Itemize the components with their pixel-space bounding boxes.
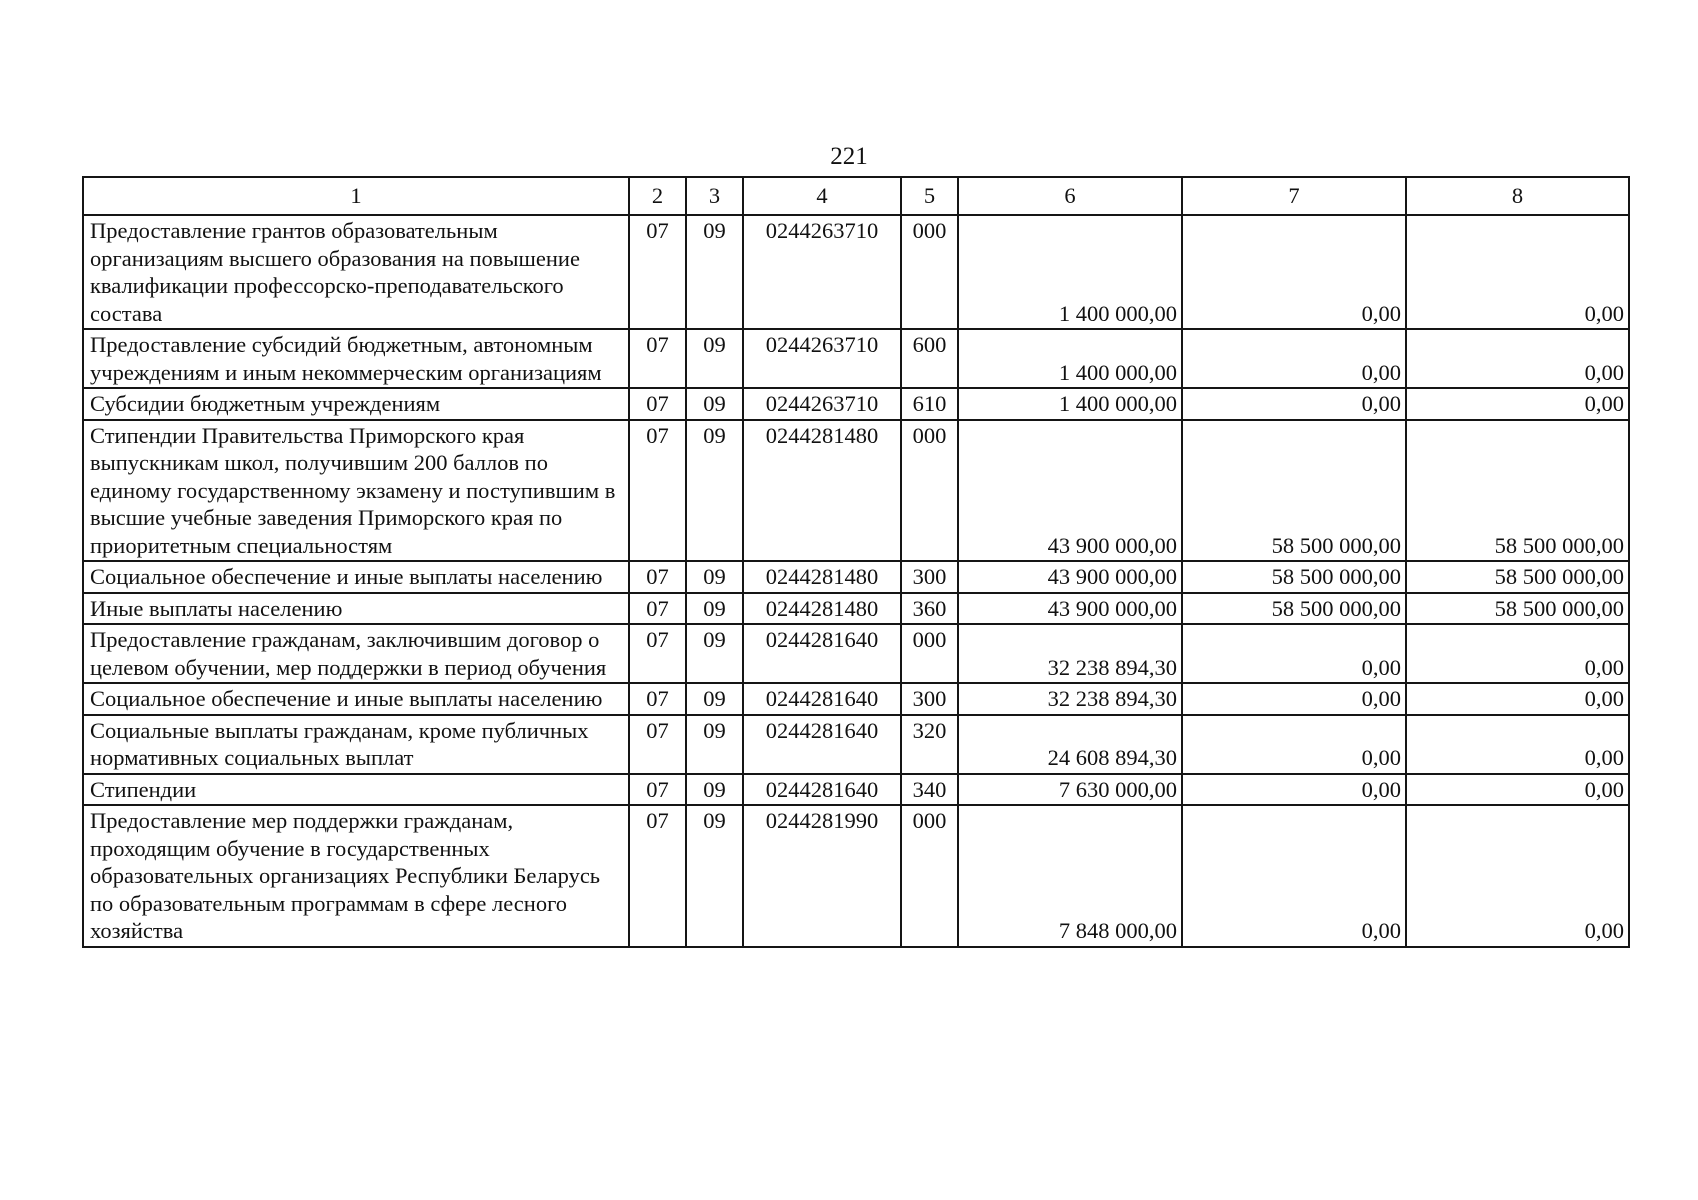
table-row — [83, 420, 1629, 562]
row-subsection: 09 — [686, 215, 743, 329]
row-expense-type: 320 — [901, 715, 958, 774]
row-amount-col7: 0,00 — [1182, 683, 1406, 715]
row-target-code: 0244281480 — [743, 593, 901, 625]
row-amount-col8: 0,00 — [1406, 683, 1629, 715]
row-subsection: 09 — [686, 329, 743, 388]
header-row — [83, 177, 1629, 215]
row-amount-col8: 58 500 000,00 — [1406, 561, 1629, 593]
row-amount-col8: 0,00 — [1406, 215, 1629, 329]
row-name: Иные выплаты населению — [83, 593, 629, 625]
row-section: 07 — [629, 329, 686, 388]
row-target-code: 0244281640 — [743, 715, 901, 774]
row-name: Стипендии — [83, 774, 629, 806]
row-amount-col8: 58 500 000,00 — [1406, 420, 1629, 562]
row-amount-col6: 32 238 894,30 — [958, 683, 1182, 715]
row-expense-type: 000 — [901, 805, 958, 947]
header-col-8: 8 — [1406, 177, 1629, 215]
row-section: 07 — [629, 215, 686, 329]
row-amount-col8: 58 500 000,00 — [1406, 593, 1629, 625]
row-amount-col8: 0,00 — [1406, 715, 1629, 774]
row-section: 07 — [629, 774, 686, 806]
table-row — [83, 683, 1629, 715]
row-name: Социальные выплаты гражданам, кроме публичных нормативных социальных выплат — [83, 715, 629, 774]
row-amount-col8: 0,00 — [1406, 774, 1629, 806]
row-name: Предоставление мер поддержки гражданам, проходящим обучение в государственных образовательных организациях Республики Беларусь по образовательным программам в сфере лесного хозяйства — [83, 805, 629, 947]
row-subsection: 09 — [686, 683, 743, 715]
row-name: Социальное обеспечение и иные выплаты населению — [83, 561, 629, 593]
row-target-code: 0244281640 — [743, 774, 901, 806]
table-row — [83, 715, 1629, 774]
row-expense-type: 000 — [901, 624, 958, 683]
row-expense-type: 000 — [901, 420, 958, 562]
row-amount-col6: 7 848 000,00 — [958, 805, 1182, 947]
table-row — [83, 388, 1629, 420]
row-amount-col8: 0,00 — [1406, 624, 1629, 683]
row-subsection: 09 — [686, 715, 743, 774]
header-col-7: 7 — [1182, 177, 1406, 215]
row-expense-type: 340 — [901, 774, 958, 806]
row-amount-col6: 7 630 000,00 — [958, 774, 1182, 806]
row-expense-type: 610 — [901, 388, 958, 420]
row-amount-col7: 0,00 — [1182, 774, 1406, 806]
row-name: Стипендии Правительства Приморского края выпускникам школ, получившим 200 баллов по единому государственному экзамену и поступившим в высшие учебные заведения Приморского края по приоритетным специальностям — [83, 420, 629, 562]
row-name: Предоставление грантов образовательным организациям высшего образования на повышение квалификации профессорско-преподавательского состава — [83, 215, 629, 329]
table-row — [83, 561, 1629, 593]
row-amount-col7: 0,00 — [1182, 215, 1406, 329]
row-expense-type: 300 — [901, 561, 958, 593]
table-row — [83, 215, 1629, 329]
row-section: 07 — [629, 805, 686, 947]
row-section: 07 — [629, 561, 686, 593]
table-row — [83, 774, 1629, 806]
row-expense-type: 000 — [901, 215, 958, 329]
header-col-4: 4 — [743, 177, 901, 215]
row-amount-col7: 0,00 — [1182, 805, 1406, 947]
row-amount-col6: 43 900 000,00 — [958, 561, 1182, 593]
row-subsection: 09 — [686, 805, 743, 947]
row-amount-col6: 43 900 000,00 — [958, 593, 1182, 625]
row-target-code: 0244281480 — [743, 561, 901, 593]
table-row — [83, 805, 1629, 947]
row-subsection: 09 — [686, 388, 743, 420]
row-target-code: 0244281640 — [743, 683, 901, 715]
row-name: Субсидии бюджетным учреждениям — [83, 388, 629, 420]
row-amount-col7: 0,00 — [1182, 624, 1406, 683]
row-amount-col7: 58 500 000,00 — [1182, 593, 1406, 625]
header-col-2: 2 — [629, 177, 686, 215]
row-subsection: 09 — [686, 420, 743, 562]
row-subsection: 09 — [686, 624, 743, 683]
table-row — [83, 593, 1629, 625]
row-amount-col6: 32 238 894,30 — [958, 624, 1182, 683]
row-amount-col7: 0,00 — [1182, 388, 1406, 420]
row-subsection: 09 — [686, 593, 743, 625]
row-subsection: 09 — [686, 561, 743, 593]
row-subsection: 09 — [686, 774, 743, 806]
table-row — [83, 624, 1629, 683]
row-amount-col7: 0,00 — [1182, 715, 1406, 774]
row-name: Предоставление гражданам, заключившим договор о целевом обучении, мер поддержки в период обучения — [83, 624, 629, 683]
row-target-code: 0244263710 — [743, 215, 901, 329]
row-amount-col6: 24 608 894,30 — [958, 715, 1182, 774]
row-amount-col7: 0,00 — [1182, 329, 1406, 388]
table-row — [83, 329, 1629, 388]
row-section: 07 — [629, 388, 686, 420]
header-col-1: 1 — [83, 177, 629, 215]
page-number: 221 — [830, 143, 868, 170]
row-amount-col8: 0,00 — [1406, 388, 1629, 420]
header-col-6: 6 — [958, 177, 1182, 215]
row-target-code: 0244281480 — [743, 420, 901, 562]
row-expense-type: 600 — [901, 329, 958, 388]
row-amount-col6: 1 400 000,00 — [958, 215, 1182, 329]
header-col-5: 5 — [901, 177, 958, 215]
table-header — [83, 177, 1629, 215]
row-section: 07 — [629, 624, 686, 683]
header-col-3: 3 — [686, 177, 743, 215]
row-name: Социальное обеспечение и иные выплаты населению — [83, 683, 629, 715]
row-target-code: 0244263710 — [743, 329, 901, 388]
row-expense-type: 300 — [901, 683, 958, 715]
row-amount-col6: 1 400 000,00 — [958, 388, 1182, 420]
row-name: Предоставление субсидий бюджетным, автономным учреждениям и иным некоммерческим организациям — [83, 329, 629, 388]
row-target-code: 0244281990 — [743, 805, 901, 947]
row-amount-col7: 58 500 000,00 — [1182, 420, 1406, 562]
row-section: 07 — [629, 715, 686, 774]
row-amount-col6: 43 900 000,00 — [958, 420, 1182, 562]
row-amount-col8: 0,00 — [1406, 805, 1629, 947]
row-section: 07 — [629, 420, 686, 562]
table-body — [83, 215, 1629, 947]
row-expense-type: 360 — [901, 593, 958, 625]
budget-table — [82, 176, 1630, 948]
row-section: 07 — [629, 683, 686, 715]
row-section: 07 — [629, 593, 686, 625]
row-amount-col8: 0,00 — [1406, 329, 1629, 388]
row-amount-col7: 58 500 000,00 — [1182, 561, 1406, 593]
row-target-code: 0244281640 — [743, 624, 901, 683]
row-amount-col6: 1 400 000,00 — [958, 329, 1182, 388]
row-target-code: 0244263710 — [743, 388, 901, 420]
